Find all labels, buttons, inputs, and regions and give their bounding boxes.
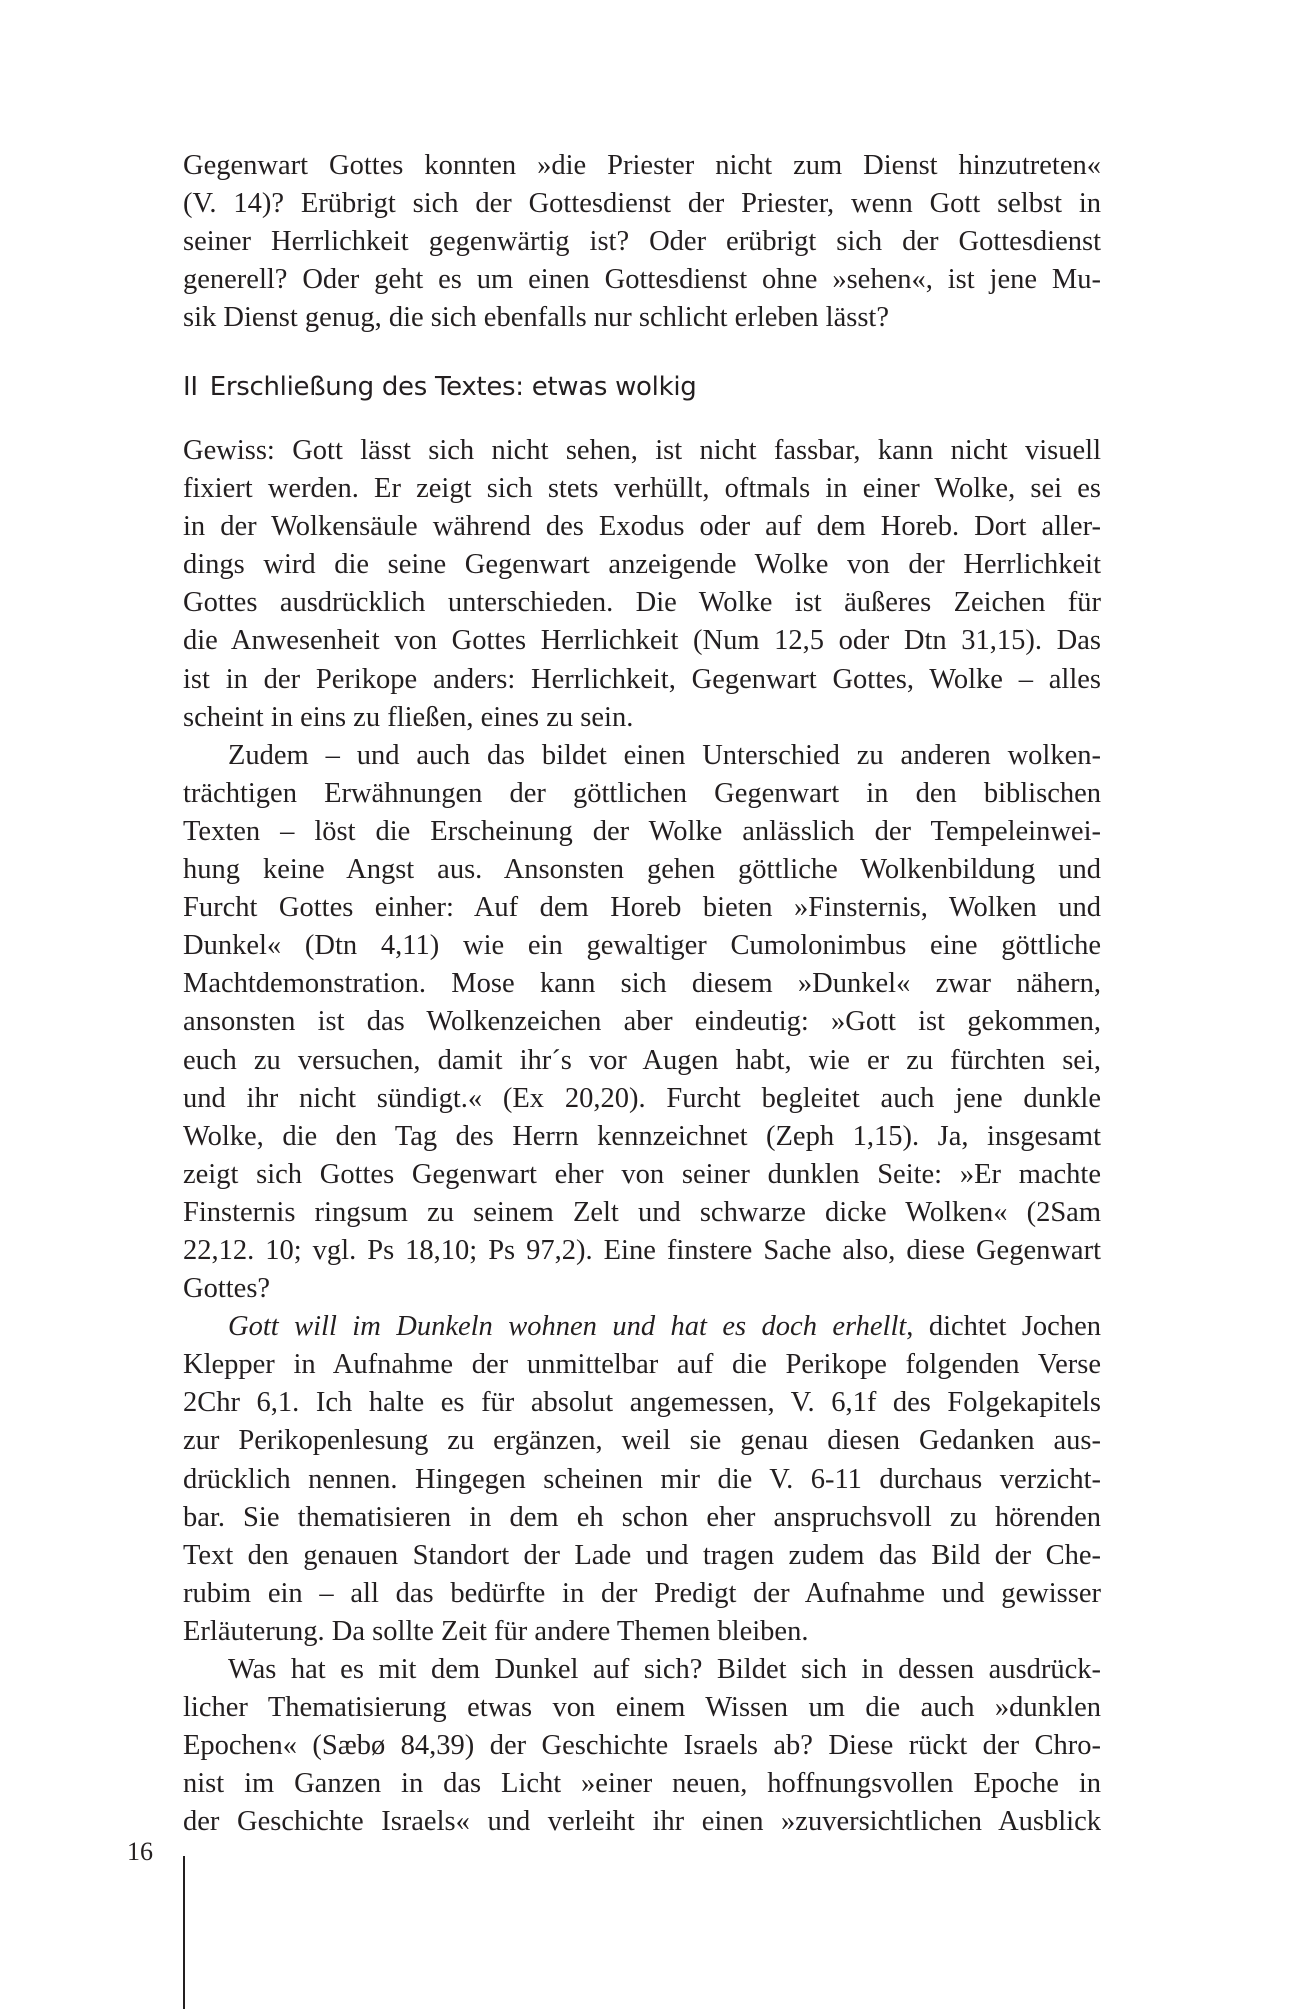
text-line: Gottes? [183,1273,271,1305]
text-fragment: , dichtet Jochen [906,1311,1101,1343]
text-line: bar. Sie thematisieren in dem eh schon eher anspruchsvoll zu hörenden [183,1501,1101,1533]
text-line: licher Thematisierung etwas von einem Wissen um die auch »dunklen [183,1692,1101,1724]
text-line: fixiert werden. Er zeigt sich stets verhüllt, oftmals in einer Wolke, sei es [183,473,1101,505]
section-number: II [183,372,198,402]
text-line: hung keine Angst aus. Ansonsten gehen göttliche Wolkenbildung und [183,854,1101,886]
text-line: Dunkel« (Dtn 4,11) wie ein gewaltiger Cumolonimbus eine göttliche [183,930,1101,962]
text-line: Texten – löst die Erscheinung der Wolke anlässlich der Tempeleinwei- [183,815,1101,847]
text-line: Furcht Gottes einher: Auf dem Horeb bieten »Finsternis, Wolken und [183,892,1101,924]
text-line: seiner Herrlichkeit gegenwärtig ist? Oder erübrigt sich der Gottesdienst [183,226,1101,258]
text-line: in der Wolkensäule während des Exodus oder auf dem Horeb. Dort aller- [183,511,1101,543]
page-number: 16 [127,1837,153,1866]
text-line: zeigt sich Gottes Gegenwart eher von seiner dunklen Seite: »Er machte [183,1158,1101,1190]
text-line: Machtdemonstration. Mose kann sich diesem »Dunkel« zwar nähern, [183,968,1101,1000]
text-line: nist im Ganzen in das Licht »einer neuen, hoffnungsvollen Epoche in [183,1768,1101,1800]
text-line [183,1308,1101,1346]
text-line: 2Chr 6,1. Ich halte es für absolut angemessen, V. 6,1f des Folgekapitels [183,1387,1101,1419]
text-line: Epochen« (Sæbø 84,39) der Geschichte Israels ab? Diese rückt der Chro- [183,1730,1101,1762]
intro-paragraph [183,147,1101,337]
text-line: Wolke, die den Tag des Herrn kennzeichnet (Zeph 1,15). Ja, insgesamt [183,1120,1101,1152]
section-heading [183,370,696,404]
text-line: Zudem – und auch das bildet einen Unterschied zu anderen wolken- [228,739,1101,771]
text-line: generell? Oder geht es um einen Gottesdienst ohne »sehen«, ist jene Mu- [183,264,1101,296]
text-line: Klepper in Aufnahme der unmittelbar auf die Perikope folgenden Verse [183,1349,1101,1381]
text-line: scheint in eins zu fließen, eines zu sein. [183,701,634,733]
text-line: drücklich nennen. Hingegen scheinen mir die V. 6-11 durchaus verzicht- [183,1463,1101,1495]
text-line: euch zu versuchen, damit ihr´s vor Augen habt, wie er zu fürchten sei, [183,1044,1101,1076]
text-line: sik Dienst genug, die sich ebenfalls nur schlicht erleben lässt? [183,302,889,334]
text-line: 22,12. 10; vgl. Ps 18,10; Ps 97,2). Eine finstere Sache also, diese Gegenwart [183,1234,1101,1266]
section-body [183,432,1101,1841]
text-line: zur Perikopenlesung zu ergänzen, weil sie genau diesen Gedanken aus- [183,1425,1101,1457]
text-line: dings wird die seine Gegenwart anzeigende Wolke von der Herrlichkeit [183,549,1101,581]
text-line: rubim ein – all das bedürfte in der Predigt der Aufnahme und gewisser [183,1577,1101,1609]
margin-rule-divider [183,1856,185,2009]
text-line: ansonsten ist das Wolkenzeichen aber eindeutig: »Gott ist gekommen, [183,1006,1101,1038]
text-line: der Geschichte Israels« und verleiht ihr einen »zuversichtlichen Ausblick [183,1806,1101,1838]
text-line: Erläuterung. Da sollte Zeit für andere Themen bleiben. [183,1615,809,1647]
text-line: trächtigen Erwähnungen der göttlichen Gegenwart in den biblischen [183,777,1101,809]
section-title: Erschließung des Textes: etwas wolkig [209,372,697,402]
text-line: Finsternis ringsum zu seinem Zelt und schwarze dicke Wolken« (2Sam [183,1196,1101,1228]
text-line: (V. 14)? Erübrigt sich der Gottesdienst der Priester, wenn Gott selbst in [183,188,1101,220]
text-line: die Anwesenheit von Gottes Herrlichkeit (Num 12,5 oder Dtn 31,15). Das [183,625,1101,657]
text-line: Text den genauen Standort der Lade und tragen zudem das Bild der Che- [183,1539,1101,1571]
text-line: Gottes ausdrücklich unterschieden. Die Wolke ist äußeres Zeichen für [183,587,1101,619]
text-line: ist in der Perikope anders: Herrlichkeit, Gegenwart Gottes, Wolke – alles [183,663,1101,695]
text-line: Gegenwart Gottes konnten »die Priester nicht zum Dienst hinzutreten« [183,150,1101,181]
text-line: Was hat es mit dem Dunkel auf sich? Bildet sich in dessen ausdrück- [228,1654,1101,1685]
text-line: Gewiss: Gott lässt sich nicht sehen, ist nicht fassbar, kann nicht visuell [183,435,1101,466]
italic-quote: Gott will im Dunkeln wohnen und hat es doch erhellt [228,1311,907,1343]
text-line: und ihr nicht sündigt.« (Ex 20,20). Furcht begleitet auch jene dunkle [183,1082,1101,1114]
